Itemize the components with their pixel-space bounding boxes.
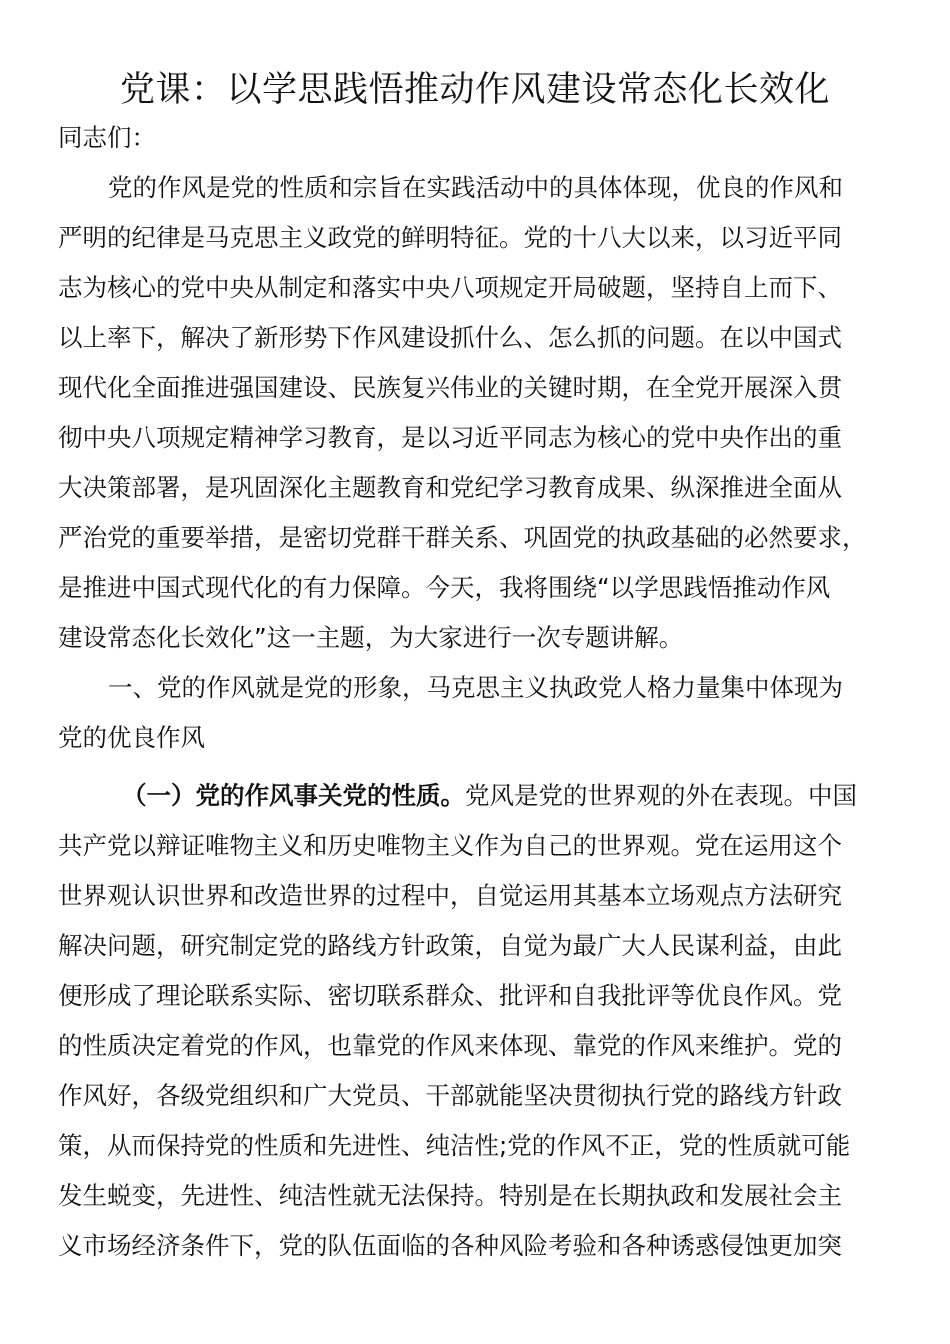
- subsection-1-heading: （一）党的作风事关党的性质。: [122, 781, 465, 810]
- paragraph-1-line: 以上率下，解决了新形势下作风建设抓什么、怎么抓的问题。在以中国式: [58, 323, 842, 352]
- paragraph-1-line: 建设常态化长效化”这一主题，为大家进行一次专题讲解。: [58, 623, 684, 652]
- page-title: 党课：以学思践悟推动作风建设常态化长效化: [119, 70, 830, 110]
- paragraph-1-line: 现代化全面推进强国建设、民族复兴伟业的关键时期，在全党开展深入贯: [58, 373, 842, 402]
- document-body: [58, 113, 892, 1271]
- paragraph-2-line: 的性质决定着党的作风，也靠党的作风来体现、靠党的作风来维护。党的: [58, 1031, 842, 1060]
- paragraph-2-line: 便形成了理论联系实际、密切联系群众、批评和自我批评等优良作风。党: [58, 981, 842, 1010]
- paragraph-2-line: 解决问题，研究制定党的路线方针政策，自觉为最广大人民谋利益，由此: [58, 931, 842, 960]
- paragraph-2-line: 义市场经济条件下，党的队伍面临的各种风险考验和各种诱惑侵蚀更加突: [58, 1231, 842, 1260]
- paragraph-2-first-line: [58, 771, 892, 821]
- salutation: 同志们：: [58, 123, 156, 152]
- paragraph-2-line: 共产党以辩证唯物主义和历史唯物主义作为自己的世界观。党在运用这个: [58, 831, 842, 860]
- paragraph-spacer: [58, 763, 892, 771]
- paragraph-1-line: 党的作风是党的性质和宗旨在实践活动中的具体体现，优良的作风和: [108, 173, 843, 202]
- paragraph-2-first-line-rest: 党风是党的世界观的外在表现。中国: [465, 781, 857, 810]
- paragraph-2-line: 作风好，各级党组织和广大党员、干部就能坚决贯彻执行党的路线方针政: [58, 1081, 842, 1110]
- paragraph-1-line: 大决策部署，是巩固深化主题教育和党纪学习教育成果、纵深推进全面从: [58, 473, 842, 502]
- paragraph-2-line: 发生蜕变，先进性、纯洁性就无法保持。特别是在长期执政和发展社会主: [58, 1181, 842, 1210]
- paragraph-2-line: 策，从而保持党的性质和先进性、纯洁性;党的作风不正，党的性质就可能: [58, 1131, 851, 1160]
- paragraph-1-line: 是推进中国式现代化的有力保障。今天，我将围绕“以学思践悟推动作风: [58, 573, 831, 602]
- paragraph-2-line: 世界观认识世界和改造世界的过程中，自觉运用其基本立场观点方法研究: [58, 881, 842, 910]
- paragraph-1-line: 严明的纪律是马克思主义政党的鲜明特征。党的十八大以来，以习近平同: [58, 223, 842, 252]
- paragraph-1-line: 彻中央八项规定精神学习教育，是以习近平同志为核心的党中央作出的重: [58, 423, 842, 452]
- section-1-heading-line: 党的优良作风: [58, 723, 205, 752]
- paragraph-1-line: 志为核心的党中央从制定和落实中央八项规定开局破题，坚持自上而下、: [58, 273, 842, 302]
- section-1-heading-line: 一、党的作风就是党的形象，马克思主义执政党人格力量集中体现为: [108, 673, 843, 702]
- paragraph-1-line: 严治党的重要举措，是密切党群干群关系、巩固党的执政基础的必然要求，: [58, 523, 867, 552]
